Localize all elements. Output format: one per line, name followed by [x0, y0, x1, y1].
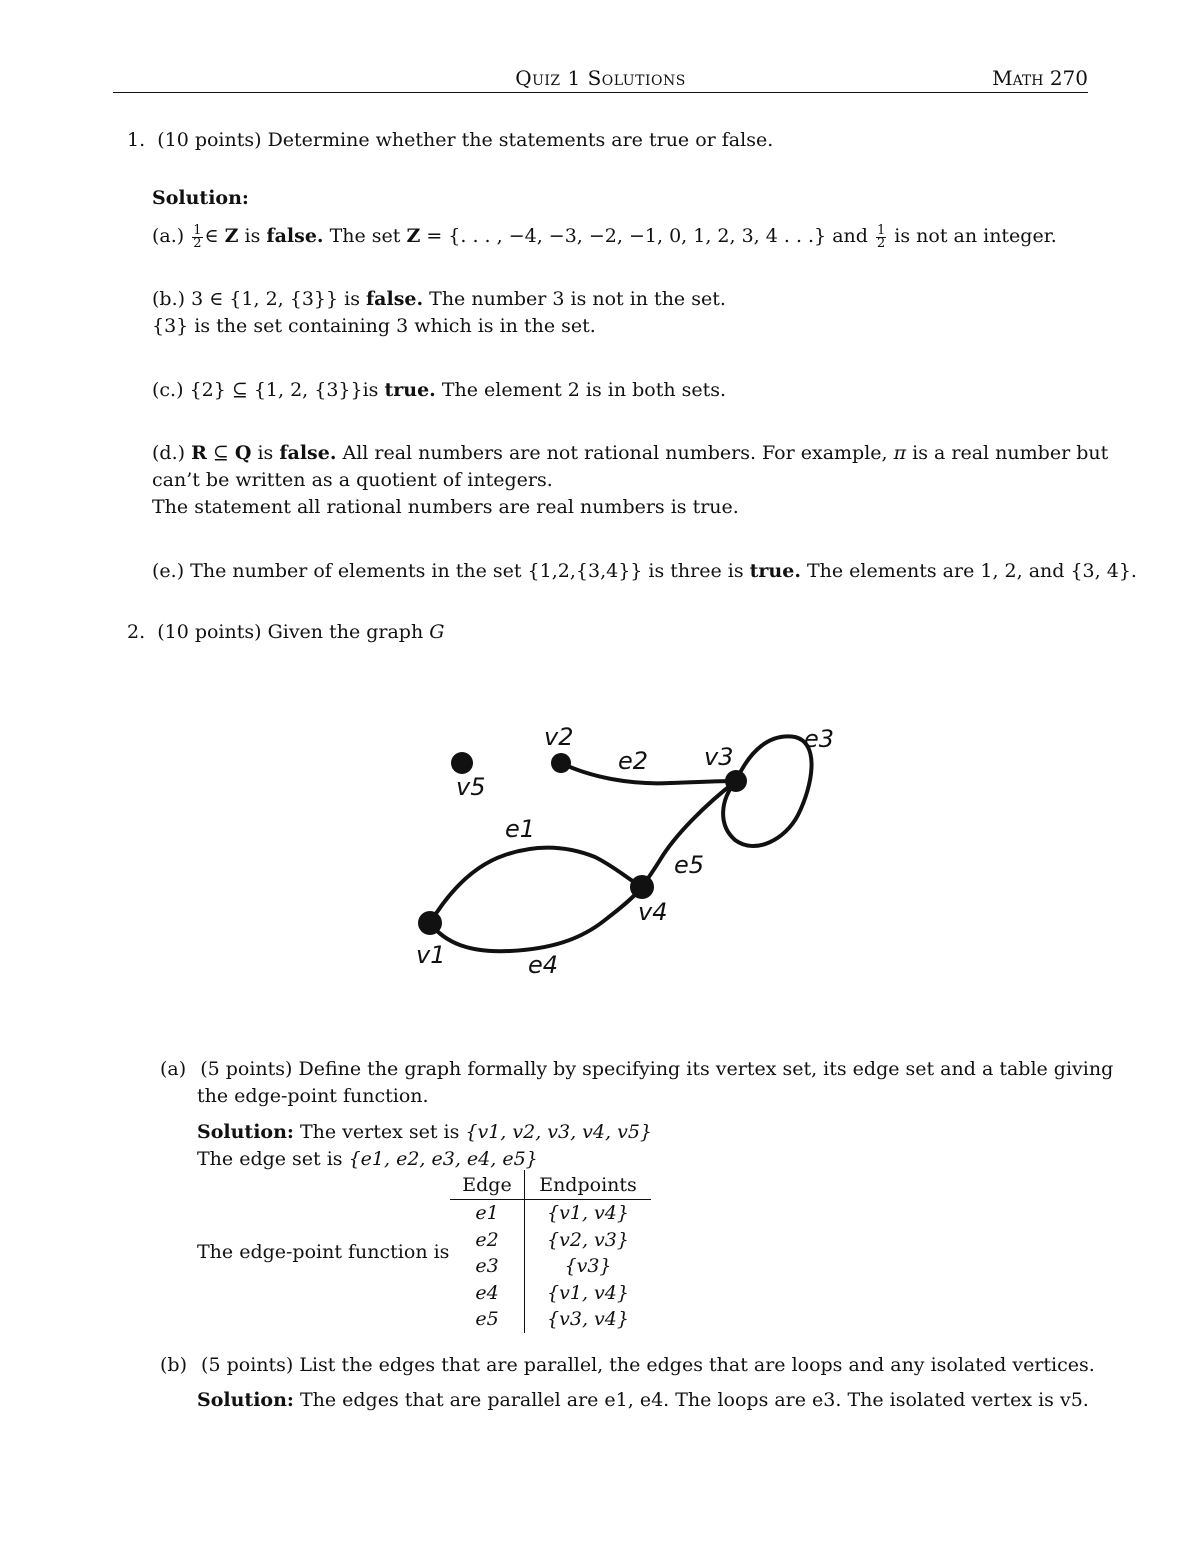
- q1c-verdict: true.: [384, 379, 436, 401]
- q1-part-b: (b.) 3 ∈ {1, 2, {3}} is false. The number 3 is not in the set. {3} is the set containing 3 which is in the set.: [152, 288, 726, 337]
- label-e3: e3: [804, 725, 835, 753]
- q1-part-c: (c.) {2} ⊆ {1, 2, {3}}is true. The element 2 is in both sets.: [152, 379, 727, 401]
- label-v4: v4: [638, 898, 668, 926]
- label-e2: e2: [618, 747, 649, 775]
- q1d-verdict: false.: [279, 442, 337, 464]
- q2b-prompt: (b) (5 points) List the edges that are parallel, the edges that are loops and any isolated vertices.: [160, 1354, 1095, 1376]
- edge-point-function-label: The edge-point function is: [197, 1241, 450, 1263]
- q1-part-e: (e.) The number of elements in the set {1,2,{3,4}} is three is true. The elements are 1, 2, and {3, 4}.: [152, 560, 1137, 582]
- table-row: e3 {v3}: [450, 1253, 651, 1280]
- table-row: e1 {v1, v4}: [450, 1200, 651, 1227]
- q1-prompt: (10 points) Determine whether the statements are true or false.: [157, 129, 774, 151]
- vertex-v5: [451, 752, 473, 774]
- edge-set: {e1, e2, e3, e4, e5}: [348, 1148, 538, 1170]
- vertex-v4: [630, 875, 654, 899]
- edge-point-table: [450, 1170, 651, 1333]
- header-course: Math 270: [992, 66, 1088, 90]
- edge-e4: [430, 887, 642, 951]
- label-e5: e5: [674, 851, 705, 879]
- q2a-edge-set-line: The edge set is {e1, e2, e3, e4, e5}: [197, 1148, 538, 1170]
- vertex-v1: [418, 911, 442, 935]
- table-row: e5 {v3, v4}: [450, 1306, 651, 1333]
- table-row: e4 {v1, v4}: [450, 1280, 651, 1307]
- q1-prompt-line: [127, 127, 773, 154]
- table-header-edge: Edge: [450, 1170, 525, 1200]
- label-v3: v3: [704, 743, 734, 771]
- label-v5: v5: [456, 773, 486, 801]
- label-e4: e4: [528, 951, 559, 979]
- q1-part-a: (a.) $\frac{1}{2}$ ∈ Z is false. The set Z = {. . . , −4, −3, −2, −1, 0, 1, 2, 3, 4 . . .} and $\frac{1}{2}$ is not an integer.: [152, 222, 1057, 251]
- q1b-verdict: false.: [366, 288, 424, 310]
- q1-number: 1.: [127, 129, 146, 151]
- vertex-v3: [725, 770, 747, 792]
- q1-solution-label: Solution:: [152, 187, 249, 209]
- graph-g-diagram: [400, 715, 860, 985]
- q2a-vertex-set-line: Solution: The vertex set is {v1, v2, v3, v4, v5}: [197, 1121, 652, 1143]
- q2-prompt-line: 2. (10 points) Given the graph G: [127, 621, 445, 643]
- q2b-solution: Solution: The edges that are parallel are e1, e4. The loops are e3. The isolated vertex is v5.: [197, 1389, 1089, 1411]
- page-header: [113, 60, 1088, 93]
- header-title: Quiz 1 Solutions: [515, 66, 686, 90]
- table-row: e2 {v2, v3}: [450, 1227, 651, 1254]
- label-v2: v2: [544, 723, 574, 751]
- q1a-verdict: false.: [266, 225, 324, 247]
- label-e1: e1: [505, 815, 536, 843]
- fraction-one-half: $\frac{1}{2}$: [193, 222, 202, 251]
- q2-prompt: (10 points) Given the graph: [157, 621, 430, 643]
- q1e-verdict: true.: [749, 560, 801, 582]
- vertex-v2: [551, 753, 571, 773]
- q2-number: 2.: [127, 621, 146, 643]
- fraction-one-half-2: $\frac{1}{2}$: [876, 222, 886, 251]
- edge-e1: [430, 848, 642, 923]
- q1-part-d: (d.) R ⊆ Q is false. All real numbers are not rational numbers. For example, π is a real number but can’t be written as a quotient of integers. The statement all rational numbers are real numbers is true.: [152, 442, 1109, 518]
- edge-point-table-wrapper: [450, 1170, 651, 1333]
- q2a-prompt: (a) (5 points) Define the graph formally by specifying its vertex set, its edge set and a table giving the edge-point function.: [160, 1058, 1114, 1107]
- q1a-label: (a.): [152, 225, 185, 247]
- label-v1: v1: [416, 941, 446, 969]
- vertex-set: {v1, v2, v3, v4, v5}: [465, 1121, 652, 1143]
- table-header-endpoints: Endpoints: [525, 1170, 652, 1200]
